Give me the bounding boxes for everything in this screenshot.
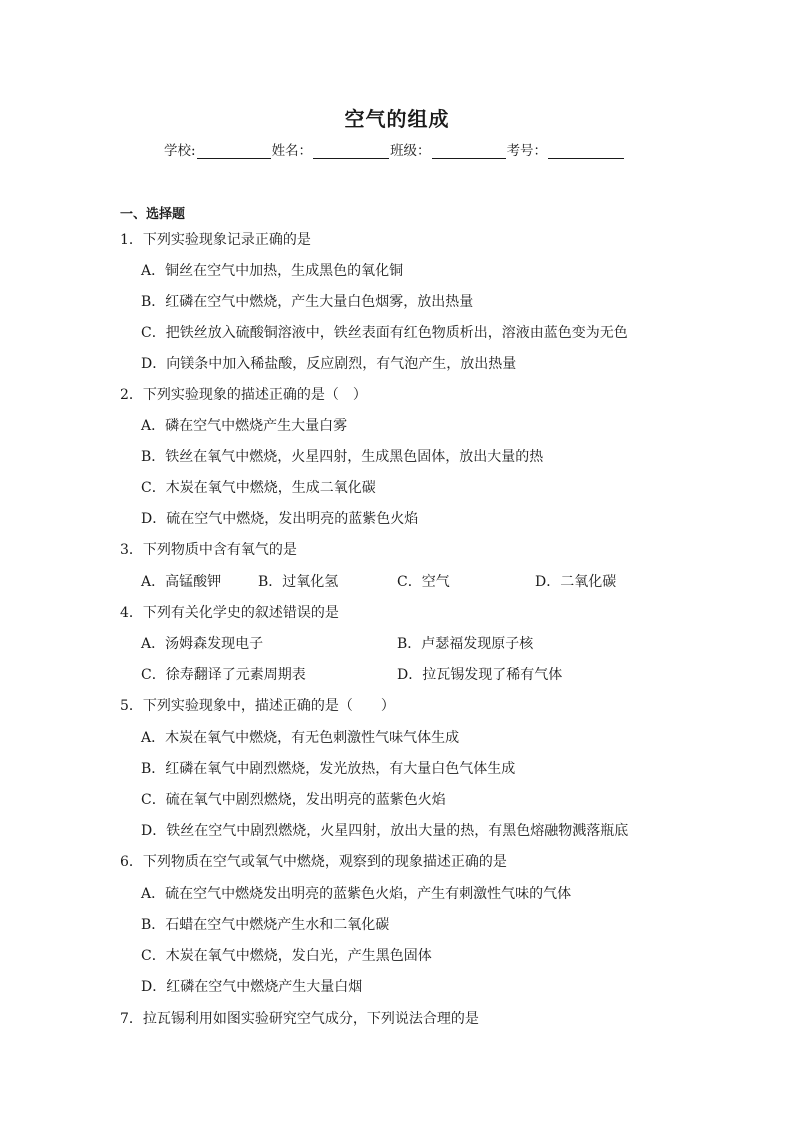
question-stem: 5．下列实验现象中，描述正确的是（ ） [120,698,395,714]
question-option: C．硫在氧气中剧烈燃烧，发出明亮的蓝紫色火焰 [141,792,446,808]
section-heading: 一、选择题 [120,207,186,222]
question-option: C．空气 [397,574,450,590]
question-option: B．过氧化氢 [258,574,339,590]
student-info-line [164,139,625,159]
question-stem: 1．下列实验现象记录正确的是 [120,232,311,248]
question-stem: 2．下列实验现象的描述正确的是（ ） [120,387,367,403]
question-option: B．铁丝在氧气中燃烧，火星四射，生成黑色固体，放出大量的热 [141,449,544,465]
question-stem: 7．拉瓦锡利用如图实验研究空气成分，下列说法合理的是 [120,1011,479,1027]
question-option: C．徐寿翻译了元素周期表 [141,667,306,683]
question-option: C．把铁丝放入硫酸铜溶液中，铁丝表面有红色物质析出，溶液由蓝色变为无色 [141,325,628,341]
question-option: C．木炭在氧气中燃烧，发白光，产生黑色固体 [141,948,432,964]
question-option: D．向镁条中加入稀盐酸，反应剧烈，有气泡产生，放出热量 [141,356,517,372]
question-option: B．卢瑟福发现原子核 [397,636,534,652]
question-stem: 6．下列物质在空气或氧气中燃烧，观察到的现象描述正确的是 [120,854,507,870]
question-option: A．汤姆森发现电子 [141,636,264,652]
question-option: D．红磷在空气中燃烧产生大量白烟 [141,979,363,995]
question-option: D．铁丝在空气中剧烈燃烧，火星四射，放出大量的热，有黑色熔融物溅落瓶底 [141,823,629,839]
number-label: 考号： [506,143,548,159]
school-blank[interactable] [197,144,271,159]
page-title: 空气的组成 [344,107,450,131]
question-option: C．木炭在氧气中燃烧，生成二氧化碳 [141,480,376,496]
question-option: A．高锰酸钾 [141,574,222,590]
question-option: B．红磷在氧气中剧烈燃烧，发光放热，有大量白色气体生成 [141,761,516,777]
question-stem: 3．下列物质中含有氧气的是 [120,542,297,558]
school-label: 学校: [164,143,196,159]
question-option: A．木炭在氧气中燃烧，有无色刺激性气味气体生成 [141,730,460,746]
class-blank[interactable] [432,144,506,159]
name-label: 姓名： [271,143,313,159]
question-option: D．拉瓦锡发现了稀有气体 [397,667,563,683]
question-option: A．硫在空气中燃烧发出明亮的蓝紫色火焰，产生有刺激性气味的气体 [141,886,572,902]
question-option: A．磷在空气中燃烧产生大量白雾 [141,418,348,434]
question-option: D．二氧化碳 [535,574,617,590]
class-label: 班级： [390,143,431,159]
question-option: A．铜丝在空气中加热，生成黑色的氧化铜 [141,263,404,279]
question-option: B．红磷在空气中燃烧，产生大量白色烟雾，放出热量 [141,294,474,310]
question-option: B．石蜡在空气中燃烧产生水和二氧化碳 [141,917,390,933]
question-option: D．硫在空气中燃烧，发出明亮的蓝紫色火焰 [141,511,419,527]
question-stem: 4．下列有关化学史的叙述错误的是 [120,605,339,621]
number-blank[interactable] [548,144,624,159]
name-blank[interactable] [313,144,389,159]
